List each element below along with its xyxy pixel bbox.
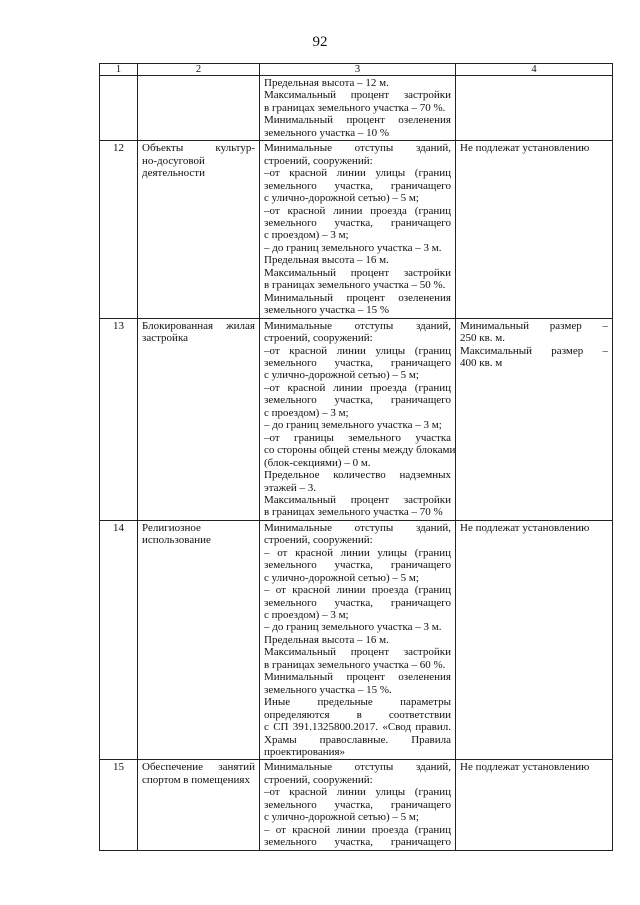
text-line: Обеспечение занятий	[142, 761, 255, 774]
text-line: с проездом) – 3 м;	[264, 229, 349, 242]
text-line: в границах земельного участка – 50 %.	[264, 279, 446, 292]
text-line: с улично-дорожной сетью) – 5 м;	[264, 369, 419, 382]
text-line: 400 кв. м	[460, 356, 503, 369]
text-line: Максимальный процент застройки	[264, 646, 451, 659]
text-line: строений, сооружений:	[264, 534, 373, 547]
land-use-parameters-table	[99, 63, 613, 851]
column-number-3: 3	[260, 64, 456, 76]
land-use-type-cell	[138, 76, 260, 141]
text-line: – от красной линии проезда (границ	[264, 584, 451, 597]
text-line: – от красной линии улицы (границ	[264, 546, 451, 559]
text-line: земельного участка, граничащего	[264, 394, 451, 407]
land-use-type-cell	[138, 520, 260, 760]
text-line: Максимальный процент застройки	[264, 89, 451, 102]
text-line: –от красной линии проезда (границ	[264, 204, 451, 217]
text-line: Минимальные отступы зданий,	[264, 142, 451, 155]
text-line: Предельное количество надземных	[264, 469, 451, 482]
text-line: Религиозное	[142, 521, 201, 534]
table-row	[100, 76, 613, 141]
row-number: 14	[100, 520, 138, 760]
text-line: Минимальный процент озеленения	[264, 671, 451, 684]
parameters-cell	[260, 520, 456, 760]
text-line: с улично-дорожной сетью) – 5 м;	[264, 192, 419, 205]
table-body	[100, 64, 613, 851]
column-number-1: 1	[100, 64, 138, 76]
text-line: –от красной линии улицы (границ	[264, 167, 451, 180]
row-number: 12	[100, 141, 138, 318]
text-line: Предельная высота – 16 м.	[264, 633, 389, 646]
text-line: –от красной линии проезда (границ	[264, 381, 451, 394]
text-line: в границах земельного участка – 70 %.	[264, 101, 446, 114]
parameters-cell	[260, 318, 456, 520]
plot-size-limits-cell	[456, 76, 613, 141]
column-number-2: 2	[138, 64, 260, 76]
text-line: проектирования»	[264, 746, 346, 759]
text-line: в границах земельного участка – 60 %.	[264, 658, 446, 671]
text-line: с проездом) – 3 м;	[264, 406, 349, 419]
text-line: земельного участка, граничащего	[264, 356, 451, 369]
table-row	[100, 318, 613, 520]
text-line: – от красной линии проезда (границ	[264, 823, 451, 836]
text-line: – до границ земельного участка – 3 м.	[264, 241, 442, 254]
plot-size-limits-cell	[456, 760, 613, 850]
row-number	[100, 76, 138, 141]
plot-size-limits-cell	[456, 141, 613, 318]
row-number: 13	[100, 318, 138, 520]
text-line: Максимальный размер –	[460, 344, 608, 357]
row-number: 15	[100, 760, 138, 850]
text-line: с улично-дорожной сетью) – 5 м;	[264, 811, 419, 824]
text-line: Объекты культур-	[142, 142, 255, 155]
text-line: застройка	[142, 332, 188, 345]
table-header-row	[100, 64, 613, 76]
text-line: этажей – 3.	[264, 481, 317, 494]
text-line: Минимальные отступы зданий,	[264, 319, 451, 332]
text-line: –от границы земельного участка	[264, 431, 451, 444]
text-line: земельного участка – 15 %.	[264, 683, 392, 696]
text-line: земельного участка, граничащего	[264, 559, 451, 572]
text-line: с СП 391.1325800.2017. «Свод правил.	[264, 721, 451, 734]
column-number-4: 4	[456, 64, 613, 76]
text-line: Иные предельные параметры	[264, 696, 451, 709]
text-line: Минимальный процент озеленения	[264, 114, 451, 127]
text-line: Минимальные отступы зданий,	[264, 761, 451, 774]
plot-size-limits-cell	[456, 520, 613, 760]
text-line: земельного участка, граничащего	[264, 216, 451, 229]
text-line: Предельная высота – 12 м.	[264, 77, 389, 89]
text-line: земельного участка, граничащего	[264, 596, 451, 609]
text-line: Не подлежат установлению	[460, 521, 590, 534]
text-line: но-досуговой	[142, 154, 205, 167]
text-line: –от красной линии улицы (границ	[264, 786, 451, 799]
text-line: строений, сооружений:	[264, 154, 373, 167]
table-row	[100, 141, 613, 318]
text-line: Максимальный процент застройки	[264, 266, 451, 279]
text-line: определяются в соответствии	[264, 708, 451, 721]
parameters-cell	[260, 760, 456, 850]
text-line: – до границ земельного участка – 3 м;	[264, 419, 442, 432]
text-line: –от красной линии улицы (границ	[264, 344, 451, 357]
text-line: Минимальный процент озеленения	[264, 291, 451, 304]
text-line: в границах земельного участка – 70 %	[264, 506, 443, 519]
text-line: спортом в помещениях	[142, 773, 250, 786]
table-row	[100, 760, 613, 850]
plot-size-limits-cell	[456, 318, 613, 520]
text-line: со стороны общей стены между блоками	[264, 444, 456, 457]
text-line: земельного участка – 15 %	[264, 304, 390, 317]
text-line: Не подлежат установлению	[460, 761, 590, 774]
land-use-type-cell	[138, 318, 260, 520]
text-line: Максимальный процент застройки	[264, 493, 451, 506]
land-use-type-cell	[138, 760, 260, 850]
text-line: земельного участка, граничащего	[264, 836, 451, 849]
text-line: Минимальные отступы зданий,	[264, 521, 451, 534]
text-line: строений, сооружений:	[264, 773, 373, 786]
text-line: с улично-дорожной сетью) – 5 м;	[264, 571, 419, 584]
text-line: Храмы православные. Правила	[264, 733, 451, 746]
text-line: Минимальный размер –	[460, 319, 608, 332]
text-line: земельного участка, граничащего	[264, 179, 451, 192]
text-line: с проездом) – 3 м;	[264, 609, 349, 622]
text-line: Блокированная жилая	[142, 319, 255, 332]
page-number: 92	[312, 34, 328, 50]
table-row	[100, 520, 613, 760]
text-line: Не подлежат установлению	[460, 142, 590, 155]
text-line: земельного участка, граничащего	[264, 798, 451, 811]
land-use-type-cell	[138, 141, 260, 318]
parameters-cell	[260, 76, 456, 141]
text-line: 250 кв. м.	[460, 332, 505, 345]
parameters-cell	[260, 141, 456, 318]
text-line: использование	[142, 534, 211, 547]
text-line: (блок-секциями) – 0 м.	[264, 456, 371, 469]
text-line: строений, сооружений:	[264, 332, 373, 345]
text-line: Предельная высота – 16 м.	[264, 254, 389, 267]
text-line: земельного участка – 10 %	[264, 126, 390, 139]
text-line: – до границ земельного участка – 3 м.	[264, 621, 442, 634]
text-line: деятельности	[142, 167, 205, 180]
